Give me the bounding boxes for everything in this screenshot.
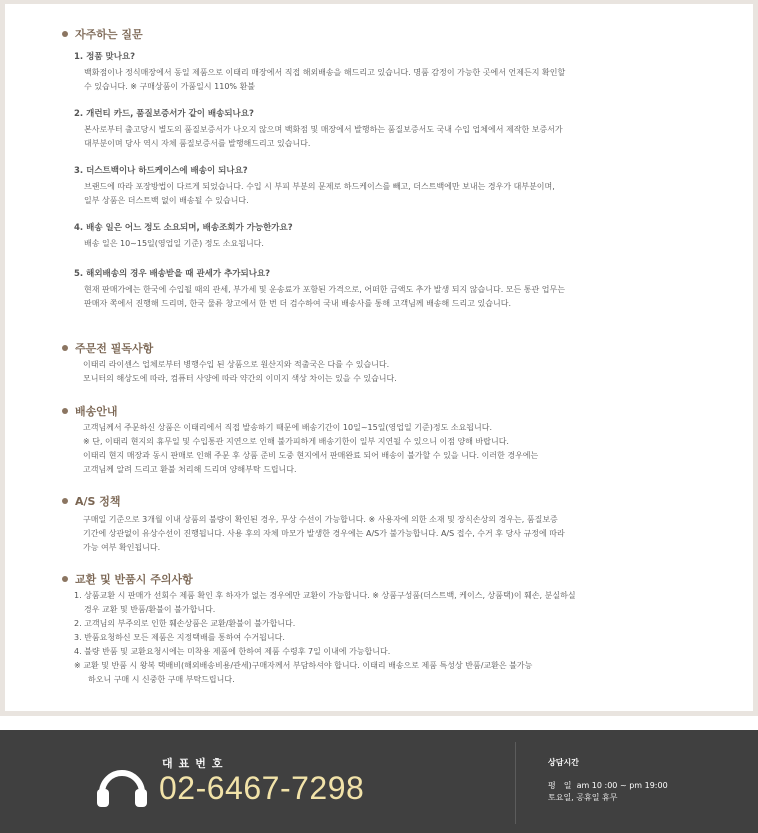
faq-question: 1. 정품 맞나요? — [74, 52, 136, 62]
weekday-hours: am 10 :00 ~ pm 19:00 — [576, 781, 668, 790]
faq-question: 5. 해외배송의 경우 배송받을 때 관세가 추가되나요? — [74, 269, 271, 279]
exchange-section — [62, 572, 742, 586]
faq-answer-line: 대부분이며 당사 역시 자체 품질보증서를 발행해드리고 있습니다. — [84, 139, 311, 148]
faq-answer-line: 본사로부터 출고당시 별도의 품질보증서가 나오지 않으며 백화점 및 매장에서 발행하는 품질보증서도 국내 수입 업체에서 제작한 보증서가 — [84, 125, 563, 134]
faq-question: 3. 더스트백이나 하드케이스에 배송이 되나요? — [74, 166, 248, 176]
footer-contact — [0, 730, 758, 833]
hours-title: 상담시간 — [548, 758, 579, 767]
faq-item-2 — [74, 108, 742, 151]
as-section — [62, 494, 742, 508]
notice-section — [62, 341, 742, 355]
notice-body: 이태리 라이센스 업체로부터 병행수입 된 상품으로 원산지와 적출국은 다를 수 있습니다. 모니터의 해상도에 따라, 컴퓨터 사양에 따라 약간의 이미지 색상 차이는 있을 수 있습니다. — [83, 360, 397, 383]
weekday-label: 평 일 — [548, 781, 572, 790]
as-title: A/S 정책 — [75, 495, 121, 508]
bullet-icon — [62, 31, 68, 37]
faq-answer-line: 판매자 쪽에서 진행해 드리며, 한국 물류 창고에서 한 번 더 검수하여 국내 배송사를 통해 고객님께 배송해 드리고 있습니다. — [84, 299, 511, 308]
exchange-list — [74, 589, 744, 687]
bullet-icon — [62, 576, 68, 582]
shipping-section — [62, 404, 742, 418]
faq-item-4 — [74, 222, 742, 251]
list-item: 3. 반품요청하신 모든 제품은 지정택배를 통하여 수거됩니다. — [74, 633, 285, 642]
notice-title: 주문전 필독사항 — [75, 342, 154, 355]
bullet-icon — [62, 498, 68, 504]
faq-title: 자주하는 질문 — [75, 28, 143, 41]
list-item: 2. 고객님의 부주의로 인한 훼손상품은 교환/환불이 불가합니다. — [74, 619, 296, 628]
faq-item-5 — [74, 268, 742, 311]
list-item: 경우 교환 및 반품/환불이 불가합니다. — [84, 605, 216, 614]
shipping-body: 고객님께서 주문하신 상품은 이태리에서 직접 발송하기 때문에 배송기간이 10일~15일(영업일 기준)정도 소요됩니다. ※ 단, 이태리 현지의 휴무일 및 수입통관 지연으로 인해 불가피하게 배송기한이 일부 지연될 수 있으니 이점 양해 바랍니다. 이태리 현지 매장과 동시 판매로 인해 주문 후 상품 준비 도중 현지에서 판매완료 되어 배송이 불가할 수 있을 니다. 이러한 경우에는 고객님께 알려 드리고 환불 처리해 드리며 양해부탁 드립니다. — [83, 423, 539, 474]
bullet-icon — [62, 408, 68, 414]
faq-item-3 — [74, 165, 742, 208]
weekend-note: 토요일, 공휴일 휴무 — [548, 793, 618, 802]
hours-info — [548, 780, 668, 804]
shipping-title: 배송안내 — [75, 405, 118, 418]
faq-answer-line: 일부 상품은 더스트백 없이 배송될 수 있습니다. — [84, 196, 249, 205]
faq-answer-line: 백화점이나 정식매장에서 동일 제품으로 이태리 매장에서 직접 해외배송을 해드리고 있습니다. 명품 감정이 가능한 곳에서 언제든지 확인할 — [84, 68, 566, 77]
as-body: 구매일 기준으로 3개월 이내 상품의 불량이 확인된 경우, 무상 수선이 가능합니다. ※ 사용자에 의한 소재 및 장식손상의 경우는, 품질보증 기간에 상관없이 유상수선이 진행됩니다. 사용 후의 자체 마모가 발생한 경우에는 A/S가 불가능합니다. A/S 접수, 수거 후 당사 규정에 따라 가능 여부 확인됩니다. — [83, 515, 565, 552]
exchange-title: 교환 및 반품시 주의사항 — [75, 573, 193, 586]
phone-number[interactable]: 02-6467-7298 — [159, 770, 365, 806]
list-item: ※ 교환 및 반품 시 왕복 택배비(해외배송비용/관세)구매자께서 부담하셔야 합니다. 이태리 배송으로 제품 특성상 반품/교환은 불가능 — [74, 661, 533, 670]
faq-question: 2. 개런티 카드, 품질보증서가 같이 배송되나요? — [74, 109, 254, 119]
list-item: 1. 상품교환 시 판매가 선회수 제품 확인 후 하자가 없는 경우에만 교환이 가능합니다. ※ 상품구성품(더스트백, 케이스, 상품택)이 훼손, 분실하실 — [74, 591, 576, 600]
list-item: 4. 불량 반품 및 교환요청시에는 미착용 제품에 한하여 제품 수령후 7일 이내에 가능합니다. — [74, 647, 391, 656]
list-item: 하오니 구매 시 신중한 구매 부탁드립니다. — [88, 675, 235, 684]
faq-section — [62, 27, 742, 41]
faq-item-1 — [74, 51, 742, 94]
rep-number-label: 대표번호 — [162, 757, 229, 770]
bullet-icon — [62, 345, 68, 351]
footer-divider — [515, 742, 516, 824]
headphone-icon — [96, 763, 148, 807]
faq-answer-line: 현재 판매가에는 한국에 수입될 때의 관세, 부가세 및 운송료가 포함된 가격으로, 어떠한 금액도 추가 발생 되지 않습니다. 모든 통관 업무는 — [84, 285, 565, 294]
faq-answer-line: 브랜드에 따라 포장방법이 다르게 되었습니다. 수입 시 부피 부분의 문제로 하드케이스를 빼고, 더스트백에만 보내는 경우가 대부분이며, — [84, 182, 555, 191]
faq-answer-line: 배송 일은 10~15일(영업일 기준) 정도 소요됩니다. — [84, 239, 264, 248]
faq-question: 4. 배송 일은 어느 정도 소요되며, 배송조회가 가능한가요? — [74, 223, 293, 233]
faq-answer-line: 수 있습니다. ※ 구매상품이 가품일시 110% 환불 — [84, 82, 256, 91]
